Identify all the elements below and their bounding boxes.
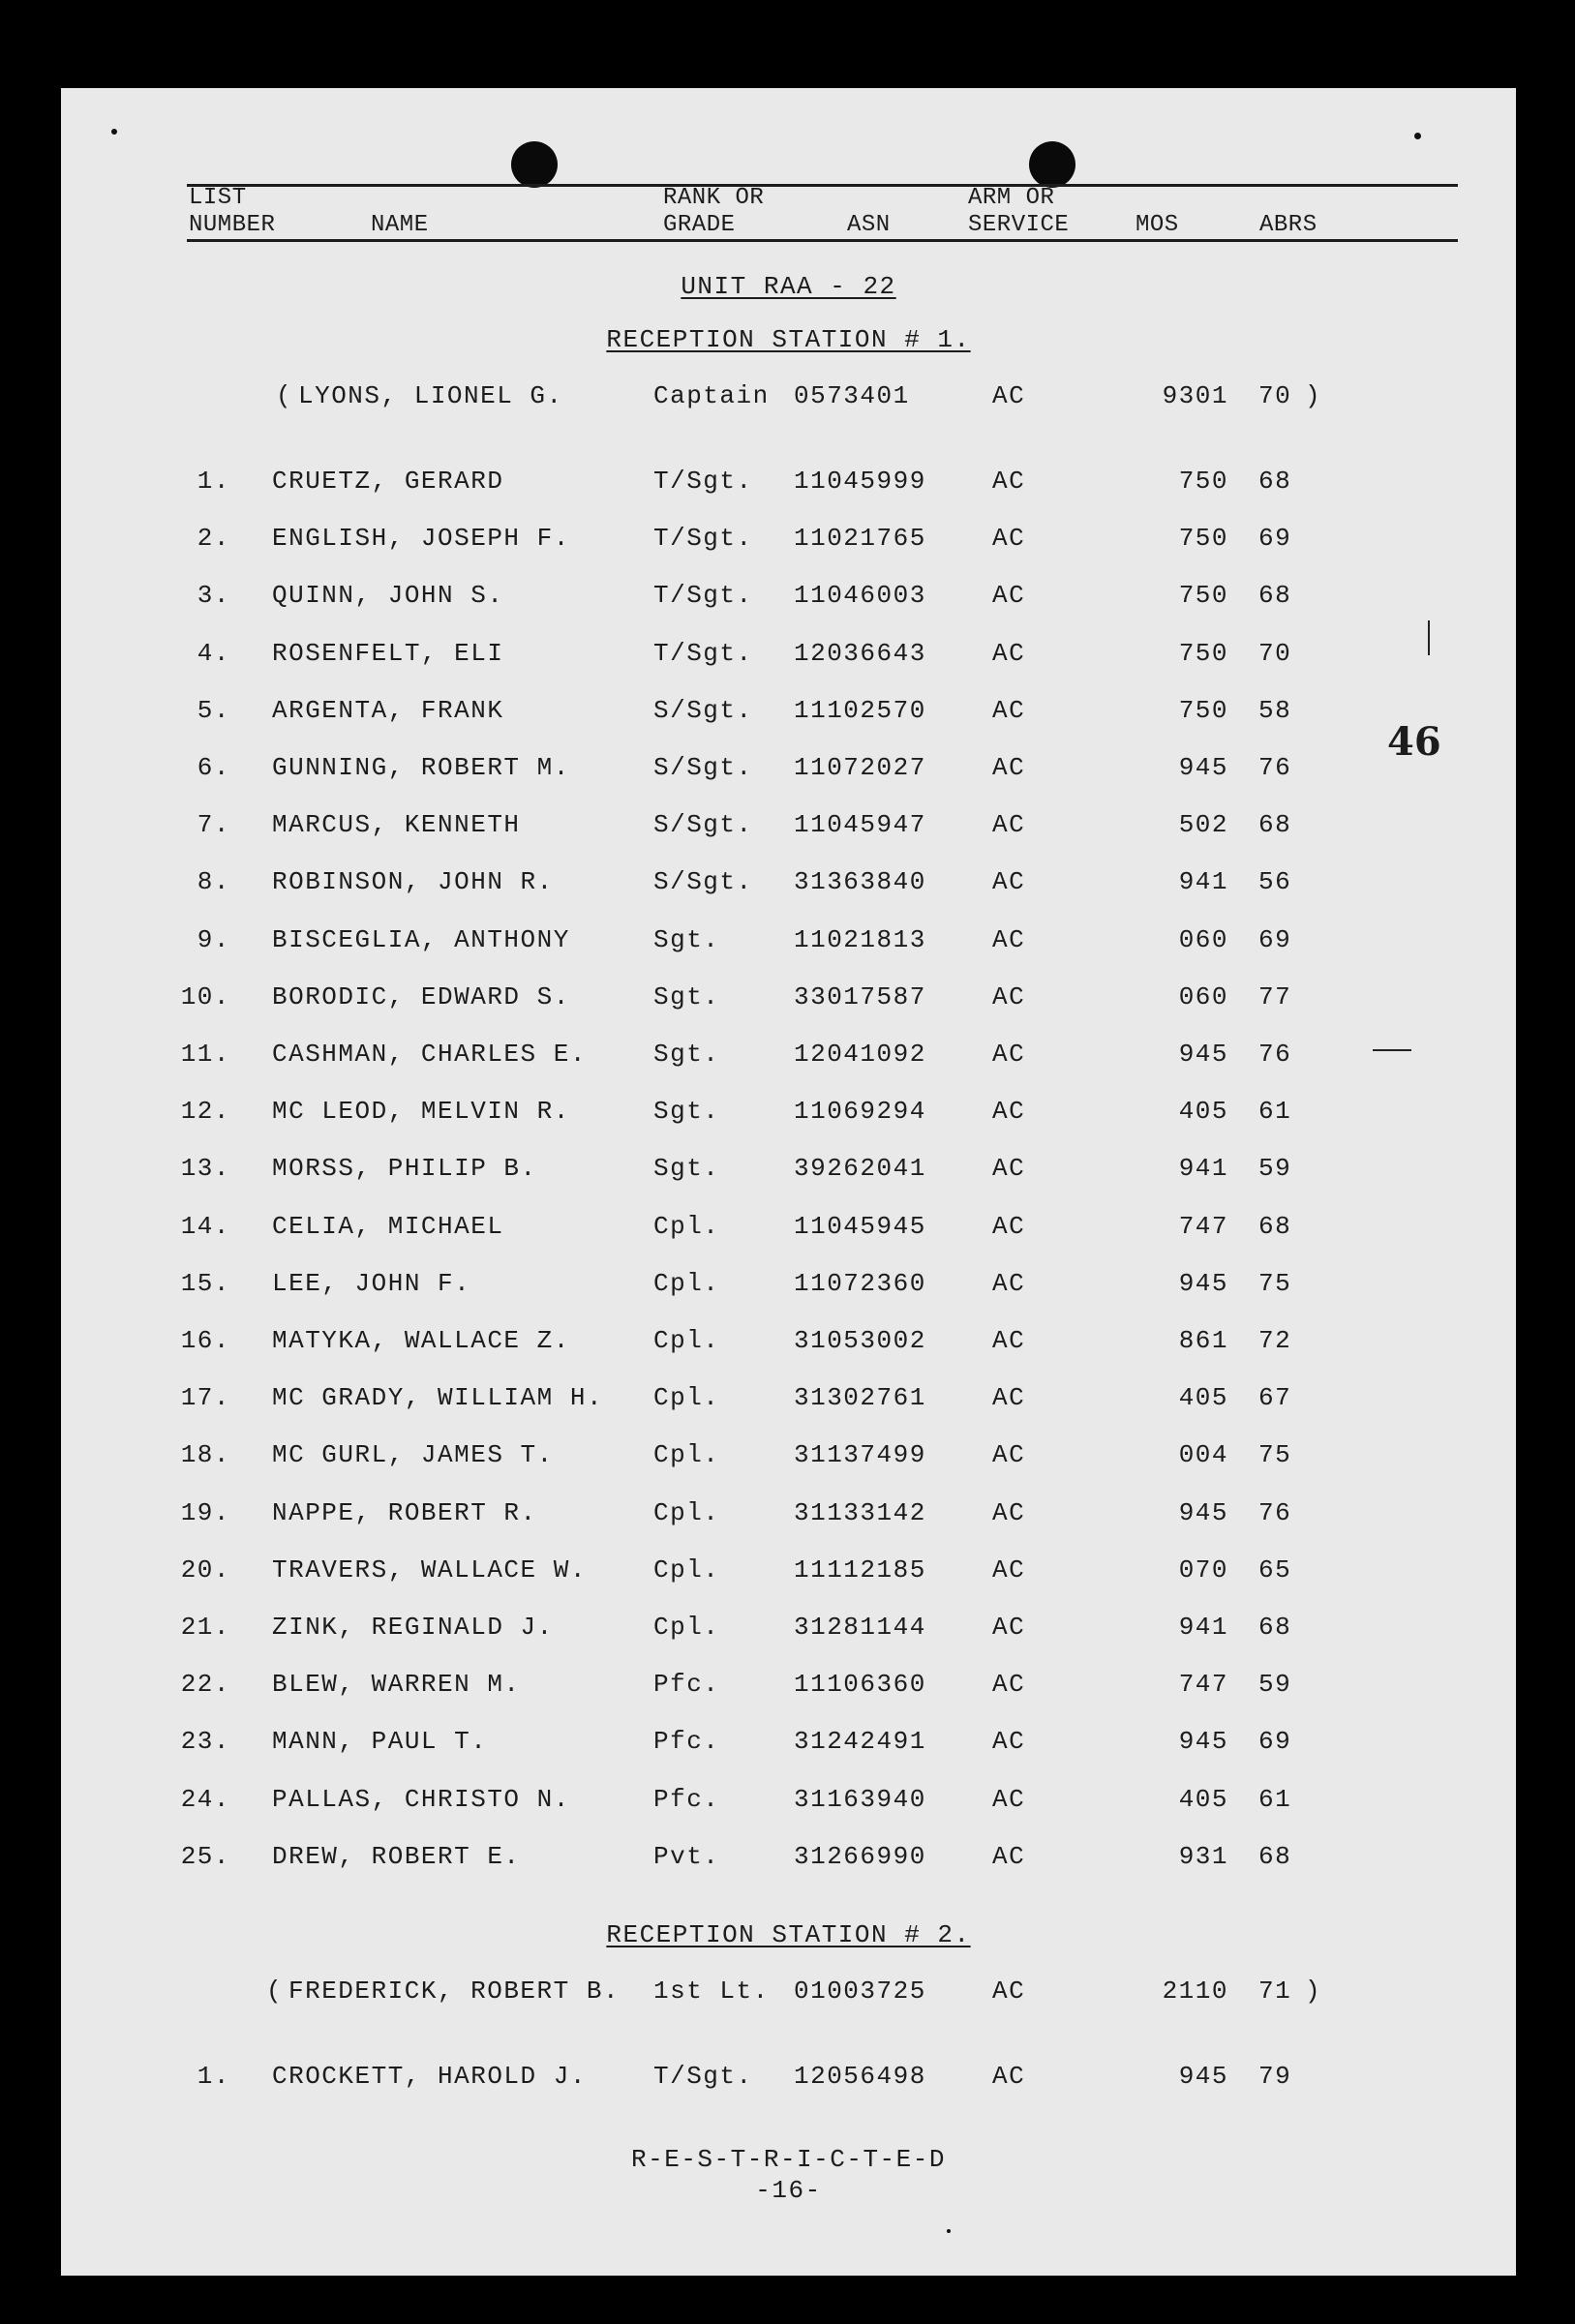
person-name: BLEW, WARREN M. xyxy=(272,1670,521,1700)
margin-mark xyxy=(1428,620,1430,655)
table-row xyxy=(61,1383,1516,1422)
row-number: 17. xyxy=(180,1383,230,1413)
rank-grade: S/Sgt. xyxy=(653,810,753,840)
abrs-score: 75 xyxy=(1258,1440,1292,1470)
rank-grade: S/Sgt. xyxy=(653,867,753,897)
person-name: ZINK, REGINALD J. xyxy=(272,1613,554,1642)
abrs-score: 70 xyxy=(1258,638,1292,668)
mos-code: 750 xyxy=(1178,581,1228,611)
asn-number: 11112185 xyxy=(794,1554,926,1585)
mos-code: 945 xyxy=(1178,1268,1228,1298)
officer-row xyxy=(61,1977,1516,2015)
table-row xyxy=(61,867,1516,906)
person-name: GUNNING, ROBERT M. xyxy=(272,753,570,782)
abrs-score: 56 xyxy=(1258,867,1292,897)
arm-service: AC xyxy=(992,1326,1026,1355)
abrs-score: 69 xyxy=(1258,1727,1292,1757)
person-name: LEE, JOHN F. xyxy=(272,1268,471,1298)
mos-code: 004 xyxy=(1178,1440,1228,1470)
row-number: 12. xyxy=(180,1097,230,1127)
abrs-score: 61 xyxy=(1258,1097,1292,1127)
officer-asn: 0573401 xyxy=(794,381,910,410)
mos-code: 750 xyxy=(1178,524,1228,554)
arm-service: AC xyxy=(992,1268,1026,1298)
table-row xyxy=(61,925,1516,964)
row-number: 23. xyxy=(180,1727,230,1757)
arm-service: AC xyxy=(992,1383,1026,1413)
rank-grade: Cpl. xyxy=(653,1326,720,1355)
mos-code: 945 xyxy=(1178,1497,1228,1527)
mos-code: 941 xyxy=(1178,867,1228,897)
asn-number: 11021765 xyxy=(794,524,926,554)
person-name: QUINN, JOHN S. xyxy=(272,581,504,611)
officer-mos: 2110 xyxy=(1162,1977,1228,2006)
arm-service: AC xyxy=(992,1154,1026,1184)
officer-abrs: 70 xyxy=(1258,381,1292,410)
arm-service: AC xyxy=(992,753,1026,782)
row-number: 14. xyxy=(180,1211,230,1241)
asn-number: 11021813 xyxy=(794,924,926,954)
abrs-score: 72 xyxy=(1258,1326,1292,1355)
mos-code: 060 xyxy=(1178,924,1228,954)
abrs-score: 76 xyxy=(1258,1040,1292,1069)
person-name: MC GRADY, WILLIAM H. xyxy=(272,1383,604,1413)
rank-grade: T/Sgt. xyxy=(653,2062,753,2091)
speck xyxy=(1414,133,1421,139)
row-number: 20. xyxy=(180,1554,230,1585)
abrs-score: 68 xyxy=(1258,581,1292,611)
asn-number: 31302761 xyxy=(794,1383,926,1413)
mos-code: 941 xyxy=(1178,1154,1228,1184)
table-row xyxy=(61,1040,1516,1078)
mos-code: 405 xyxy=(1178,1383,1228,1413)
close-paren: ) xyxy=(1305,381,1322,410)
person-name: MATYKA, WALLACE Z. xyxy=(272,1326,570,1355)
abrs-score: 68 xyxy=(1258,1841,1292,1871)
officer-name: FREDERICK, ROBERT B. xyxy=(288,1977,621,2006)
abrs-score: 58 xyxy=(1258,695,1292,725)
row-number: 13. xyxy=(180,1154,230,1184)
abrs-score: 68 xyxy=(1258,1211,1292,1241)
person-name: MARCUS, KENNETH xyxy=(272,810,521,840)
abrs-score: 77 xyxy=(1258,981,1292,1011)
rank-grade: Pfc. xyxy=(653,1670,720,1700)
officer-abrs: 71 xyxy=(1258,1977,1292,2006)
arm-service: AC xyxy=(992,695,1026,725)
person-name: TRAVERS, WALLACE W. xyxy=(272,1554,587,1585)
person-name: DREW, ROBERT E. xyxy=(272,1841,521,1871)
person-name: MORSS, PHILIP B. xyxy=(272,1154,537,1184)
asn-number: 11069294 xyxy=(794,1097,926,1127)
table-row xyxy=(61,753,1516,792)
row-number: 10. xyxy=(180,981,230,1011)
mos-code: 861 xyxy=(1178,1326,1228,1355)
asn-number: 12056498 xyxy=(794,2062,926,2091)
header-arm: ARM OR SERVICE xyxy=(968,185,1070,238)
table-row xyxy=(61,810,1516,849)
asn-number: 11045945 xyxy=(794,1211,926,1241)
asn-number: 31163940 xyxy=(794,1784,926,1814)
row-number: 19. xyxy=(180,1497,230,1527)
punch-hole xyxy=(1029,141,1075,188)
row-number: 11. xyxy=(180,1040,230,1069)
mos-code: 750 xyxy=(1178,467,1228,496)
margin-mark xyxy=(1373,1049,1411,1051)
table-row xyxy=(61,639,1516,678)
abrs-score: 79 xyxy=(1258,2062,1292,2091)
table-row xyxy=(61,524,1516,562)
rank-grade: Cpl. xyxy=(653,1613,720,1642)
abrs-score: 68 xyxy=(1258,467,1292,496)
mos-code: 502 xyxy=(1178,810,1228,840)
header-name: NAME xyxy=(371,212,429,238)
asn-number: 11106360 xyxy=(794,1670,926,1700)
row-number: 21. xyxy=(180,1613,230,1642)
arm-service: AC xyxy=(992,524,1026,554)
rank-grade: Sgt. xyxy=(653,1154,720,1184)
arm-service: AC xyxy=(992,581,1026,611)
officer-name: LYONS, LIONEL G. xyxy=(298,381,563,410)
mos-code: 931 xyxy=(1178,1841,1228,1871)
table-row xyxy=(61,1613,1516,1651)
document-page xyxy=(61,88,1516,2276)
row-number: 8. xyxy=(197,867,230,897)
row-number: 1. xyxy=(197,2062,230,2091)
abrs-score: 69 xyxy=(1258,524,1292,554)
mos-code: 070 xyxy=(1178,1554,1228,1585)
asn-number: 11046003 xyxy=(794,581,926,611)
rank-grade: Pfc. xyxy=(653,1784,720,1814)
arm-service: AC xyxy=(992,1040,1026,1069)
person-name: CELIA, MICHAEL xyxy=(272,1211,504,1241)
asn-number: 11102570 xyxy=(794,695,926,725)
table-row xyxy=(61,1097,1516,1135)
abrs-score: 76 xyxy=(1258,1497,1292,1527)
table-row xyxy=(61,2062,1516,2100)
asn-number: 11045947 xyxy=(794,810,926,840)
rank-grade: T/Sgt. xyxy=(653,638,753,668)
person-name: CRUETZ, GERARD xyxy=(272,467,504,496)
rank-grade: Cpl. xyxy=(653,1440,720,1470)
rank-grade: S/Sgt. xyxy=(653,753,753,782)
table-row xyxy=(61,1785,1516,1824)
rank-grade: T/Sgt. xyxy=(653,524,753,554)
person-name: ROSENFELT, ELI xyxy=(272,638,504,668)
rank-grade: Cpl. xyxy=(653,1554,720,1585)
rank-grade: Sgt. xyxy=(653,1040,720,1069)
person-name: ENGLISH, JOSEPH F. xyxy=(272,524,570,554)
row-number: 24. xyxy=(180,1784,230,1814)
row-number: 9. xyxy=(197,924,230,954)
asn-number: 12036643 xyxy=(794,638,926,668)
arm-service: AC xyxy=(992,867,1026,897)
header-mos: MOS xyxy=(1136,212,1179,238)
header-asn: ASN xyxy=(847,212,891,238)
table-row xyxy=(61,982,1516,1021)
table-row xyxy=(61,1269,1516,1308)
row-number: 25. xyxy=(180,1841,230,1871)
open-paren: ( xyxy=(266,1977,284,2006)
abrs-score: 68 xyxy=(1258,810,1292,840)
table-row xyxy=(61,1498,1516,1537)
rank-grade: Pfc. xyxy=(653,1727,720,1757)
speck xyxy=(947,2229,951,2233)
officer-grade: Captain xyxy=(653,381,770,410)
table-row xyxy=(61,696,1516,735)
person-name: NAPPE, ROBERT R. xyxy=(272,1497,537,1527)
abrs-score: 76 xyxy=(1258,753,1292,782)
rank-grade: Cpl. xyxy=(653,1497,720,1527)
arm-service: AC xyxy=(992,810,1026,840)
rank-grade: Pvt. xyxy=(653,1841,720,1871)
row-number: 3. xyxy=(197,581,230,611)
abrs-score: 59 xyxy=(1258,1670,1292,1700)
header-rank: RANK OR GRADE xyxy=(663,185,765,238)
person-name: BISCEGLIA, ANTHONY xyxy=(272,924,570,954)
abrs-score: 59 xyxy=(1258,1154,1292,1184)
table-row xyxy=(61,1727,1516,1766)
table-row xyxy=(61,467,1516,505)
arm-service: AC xyxy=(992,1497,1026,1527)
asn-number: 39262041 xyxy=(794,1154,926,1184)
person-name: MC GURL, JAMES T. xyxy=(272,1440,554,1470)
officer-arm: AC xyxy=(992,1977,1026,2006)
rank-grade: Cpl. xyxy=(653,1211,720,1241)
officer-arm: AC xyxy=(992,381,1026,410)
rank-grade: Cpl. xyxy=(653,1268,720,1298)
mos-code: 747 xyxy=(1178,1670,1228,1700)
asn-number: 11072027 xyxy=(794,753,926,782)
open-paren: ( xyxy=(276,381,293,410)
header-rule-bottom xyxy=(187,239,1458,242)
rank-grade: T/Sgt. xyxy=(653,581,753,611)
officer-row xyxy=(61,381,1516,420)
mos-code: 945 xyxy=(1178,2062,1228,2091)
abrs-score: 69 xyxy=(1258,924,1292,954)
asn-number: 31053002 xyxy=(794,1326,926,1355)
arm-service: AC xyxy=(992,1554,1026,1585)
arm-service: AC xyxy=(992,1841,1026,1871)
asn-number: 11072360 xyxy=(794,1268,926,1298)
officer-mos: 9301 xyxy=(1162,381,1228,410)
asn-number: 31133142 xyxy=(794,1497,926,1527)
row-number: 15. xyxy=(180,1268,230,1298)
arm-service: AC xyxy=(992,981,1026,1011)
header-rule-top xyxy=(187,184,1458,187)
rank-grade: S/Sgt. xyxy=(653,695,753,725)
mos-code: 750 xyxy=(1178,638,1228,668)
asn-number: 11045999 xyxy=(794,467,926,496)
table-row xyxy=(61,1154,1516,1192)
arm-service: AC xyxy=(992,1211,1026,1241)
table-row xyxy=(61,1555,1516,1594)
close-paren: ) xyxy=(1305,1977,1322,2006)
asn-number: 31242491 xyxy=(794,1727,926,1757)
abrs-score: 75 xyxy=(1258,1268,1292,1298)
arm-service: AC xyxy=(992,467,1026,496)
arm-service: AC xyxy=(992,924,1026,954)
mos-code: 747 xyxy=(1178,1211,1228,1241)
rank-grade: T/Sgt. xyxy=(653,467,753,496)
mos-code: 060 xyxy=(1178,981,1228,1011)
row-number: 18. xyxy=(180,1440,230,1470)
arm-service: AC xyxy=(992,1727,1026,1757)
asn-number: 31137499 xyxy=(794,1440,926,1470)
speck xyxy=(111,129,117,135)
person-name: BORODIC, EDWARD S. xyxy=(272,981,570,1011)
arm-service: AC xyxy=(992,1670,1026,1700)
mos-code: 945 xyxy=(1178,1040,1228,1069)
row-number: 6. xyxy=(197,753,230,782)
abrs-score: 68 xyxy=(1258,1613,1292,1642)
rank-grade: Sgt. xyxy=(653,1097,720,1127)
row-number: 1. xyxy=(197,467,230,496)
arm-service: AC xyxy=(992,1613,1026,1642)
station-2-title: RECEPTION STATION # 2. xyxy=(606,1920,971,1949)
mos-code: 941 xyxy=(1178,1613,1228,1642)
mos-code: 945 xyxy=(1178,753,1228,782)
person-name: MC LEOD, MELVIN R. xyxy=(272,1097,570,1127)
asn-number: 12041092 xyxy=(794,1040,926,1069)
station-1-title: RECEPTION STATION # 1. xyxy=(606,325,971,354)
abrs-score: 67 xyxy=(1258,1383,1292,1413)
punch-hole xyxy=(511,141,558,188)
table-row xyxy=(61,1440,1516,1479)
person-name: PALLAS, CHRISTO N. xyxy=(272,1784,570,1814)
table-row xyxy=(61,1842,1516,1881)
abrs-score: 61 xyxy=(1258,1784,1292,1814)
officer-asn: 01003725 xyxy=(794,1977,926,2006)
row-number: 4. xyxy=(197,638,230,668)
page-number: -16- xyxy=(755,2176,822,2205)
row-number: 22. xyxy=(180,1670,230,1700)
mos-code: 405 xyxy=(1178,1097,1228,1127)
asn-number: 31281144 xyxy=(794,1613,926,1642)
row-number: 16. xyxy=(180,1326,230,1355)
asn-number: 31363840 xyxy=(794,867,926,897)
arm-service: AC xyxy=(992,1440,1026,1470)
header-list-number: LIST NUMBER xyxy=(189,185,276,238)
row-number: 5. xyxy=(197,695,230,725)
table-row xyxy=(61,1326,1516,1365)
person-name: ARGENTA, FRANK xyxy=(272,695,504,725)
header-abrs: ABRS xyxy=(1259,212,1318,238)
table-row xyxy=(61,1212,1516,1251)
table-row xyxy=(61,581,1516,619)
unit-title: UNIT RAA - 22 xyxy=(681,272,896,301)
arm-service: AC xyxy=(992,638,1026,668)
asn-number: 33017587 xyxy=(794,981,926,1011)
person-name: MANN, PAUL T. xyxy=(272,1727,488,1757)
table-row xyxy=(61,1670,1516,1708)
side-number: 46 xyxy=(1387,719,1441,765)
row-number: 2. xyxy=(197,524,230,554)
abrs-score: 65 xyxy=(1258,1554,1292,1585)
mos-code: 750 xyxy=(1178,695,1228,725)
rank-grade: Cpl. xyxy=(653,1383,720,1413)
rank-grade: Sgt. xyxy=(653,981,720,1011)
asn-number: 31266990 xyxy=(794,1841,926,1871)
rank-grade: Sgt. xyxy=(653,924,720,954)
person-name: CASHMAN, CHARLES E. xyxy=(272,1040,587,1069)
row-number: 7. xyxy=(197,810,230,840)
person-name: CROCKETT, HAROLD J. xyxy=(272,2062,587,2091)
arm-service: AC xyxy=(992,1097,1026,1127)
mos-code: 405 xyxy=(1178,1784,1228,1814)
officer-grade: 1st Lt. xyxy=(653,1977,770,2006)
mos-code: 945 xyxy=(1178,1727,1228,1757)
arm-service: AC xyxy=(992,2062,1026,2091)
person-name: ROBINSON, JOHN R. xyxy=(272,867,554,897)
arm-service: AC xyxy=(992,1784,1026,1814)
restricted-marking: R-E-S-T-R-I-C-T-E-D xyxy=(631,2145,946,2174)
